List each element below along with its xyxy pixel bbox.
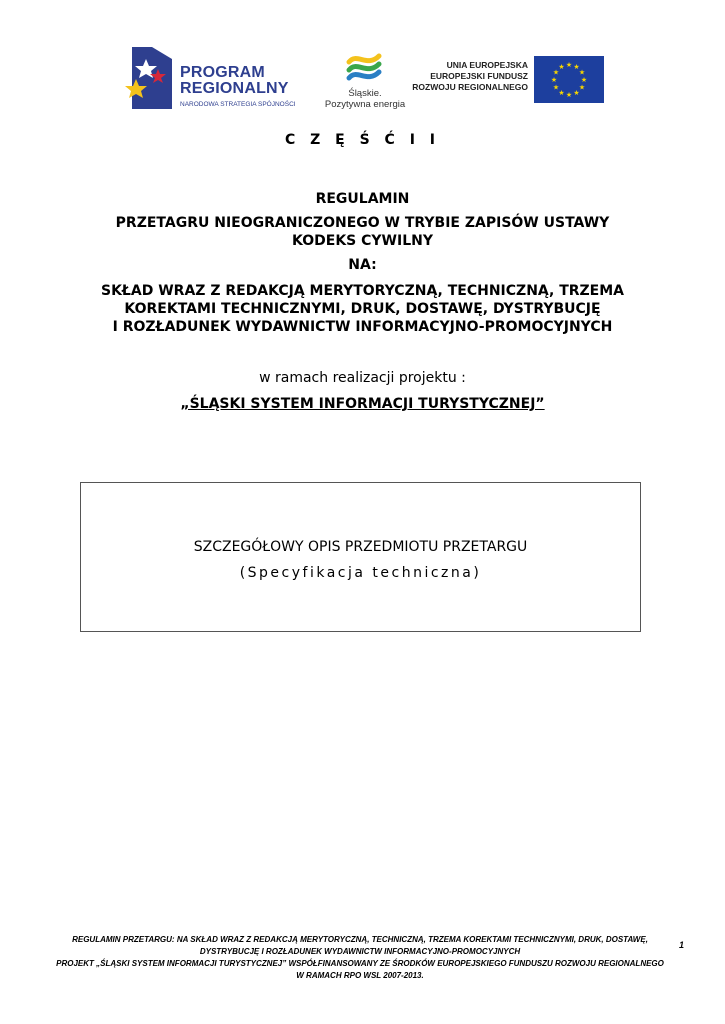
eu-star-icon: ★ xyxy=(558,88,565,97)
eu-star-icon: ★ xyxy=(580,76,588,84)
eu-star-icon: ★ xyxy=(573,63,580,72)
ue-logo-line3: ROZWOJU REGIONALNEGO xyxy=(412,82,528,92)
regulamin-heading: REGULAMIN xyxy=(315,191,410,207)
project-intro: w ramach realizacji projektu : xyxy=(259,370,466,386)
program-logo-line1: PROGRAM xyxy=(180,64,265,81)
eu-star-icon: ★ xyxy=(578,83,586,92)
eu-star-icon: ★ xyxy=(573,88,580,97)
specification-subtitle: (Specyfikacja techniczna) xyxy=(239,565,482,581)
eu-flag-icon xyxy=(534,56,604,103)
ue-logo-line2: EUROPEJSKI FUNDUSZ xyxy=(430,71,528,81)
program-regionalny-emblem-icon xyxy=(122,45,178,111)
part-heading: C Z Ę Ś Ć I I xyxy=(284,132,440,148)
program-logo-line2: REGIONALNY xyxy=(180,80,289,97)
slaskie-logo-line2: Pozytywna energia xyxy=(324,99,406,110)
program-regionalny-logo xyxy=(122,45,312,111)
scope-heading xyxy=(0,282,725,336)
footer-line3: PROJEKT „ŚLĄSKI SYSTEM INFORMACJI TURYSTYCZNEJ” WSPÓŁFINANSOWANY ZE ŚRODKÓW EUROPEJSKIEGO FUNDUSZU ROZWOJU REGIONALNEGO xyxy=(56,959,664,968)
header-logos xyxy=(0,40,725,120)
page-number: 1 xyxy=(679,940,685,950)
page-footer xyxy=(40,934,680,982)
eu-star-icon: ★ xyxy=(578,68,586,77)
scope-line3: I ROZŁADUNEK WYDAWNICTW INFORMACYJNO-PROMOCYJNYCH xyxy=(112,319,613,335)
specification-title: SZCZEGÓŁOWY OPIS PRZEDMIOTU PRZETARGU xyxy=(193,539,528,555)
scope-line1: SKŁAD WRAZ Z REDAKCJĄ MERYTORYCZNĄ, TECHNICZNĄ, TRZEMA xyxy=(100,283,625,299)
slaskie-logo-line1: Śląskie. xyxy=(348,88,382,99)
ue-logo-line1: UNIA EUROPEJSKA xyxy=(446,60,528,70)
przetarg-line1: PRZETAGRU NIEOGRANICZONEGO W TRYBIE ZAPISÓW USTAWY xyxy=(115,215,610,231)
eu-star-icon: ★ xyxy=(565,61,573,69)
scope-line2: KOREKTAMI TECHNICZNYMI, DRUK, DOSTAWĘ, DYSTRYBUCJĘ xyxy=(124,301,601,317)
eu-star-icon: ★ xyxy=(565,91,573,99)
footer-line4: W RAMACH RPO WSL 2007-2013. xyxy=(296,971,424,980)
footer-line1: REGULAMIN PRZETARGU: NA SKŁAD WRAZ Z REDAKCJĄ MERYTORYCZNĄ, TECHNICZNĄ, TRZEMA KOREKTAMI TECHNICZNYMI, DRUK, DOSTAWĘ, xyxy=(72,935,648,944)
przetarg-heading xyxy=(0,214,725,250)
program-logo-subtitle: NARODOWA STRATEGIA SPÓJNOŚCI xyxy=(180,101,296,108)
eu-star-icon: ★ xyxy=(558,63,565,72)
na-heading: NA: xyxy=(348,257,377,273)
ue-logo-text xyxy=(410,60,528,93)
footer-line2: DYSTRYBUCJĘ I ROZŁADUNEK WYDAWNICTW INFORMACYJNO-PROMOCYJNYCH xyxy=(199,947,521,956)
specification-box xyxy=(80,482,641,632)
slaskie-waves-icon xyxy=(345,48,385,88)
slaskie-logo xyxy=(320,44,410,116)
project-name: „ŚLĄSKI SYSTEM INFORMACJI TURYSTYCZNEJ” xyxy=(180,396,545,412)
eu-star-icon: ★ xyxy=(550,76,558,84)
eu-star-icon: ★ xyxy=(552,83,560,92)
przetarg-line2: KODEKS CYWILNY xyxy=(292,233,433,249)
eu-star-icon: ★ xyxy=(552,68,560,77)
